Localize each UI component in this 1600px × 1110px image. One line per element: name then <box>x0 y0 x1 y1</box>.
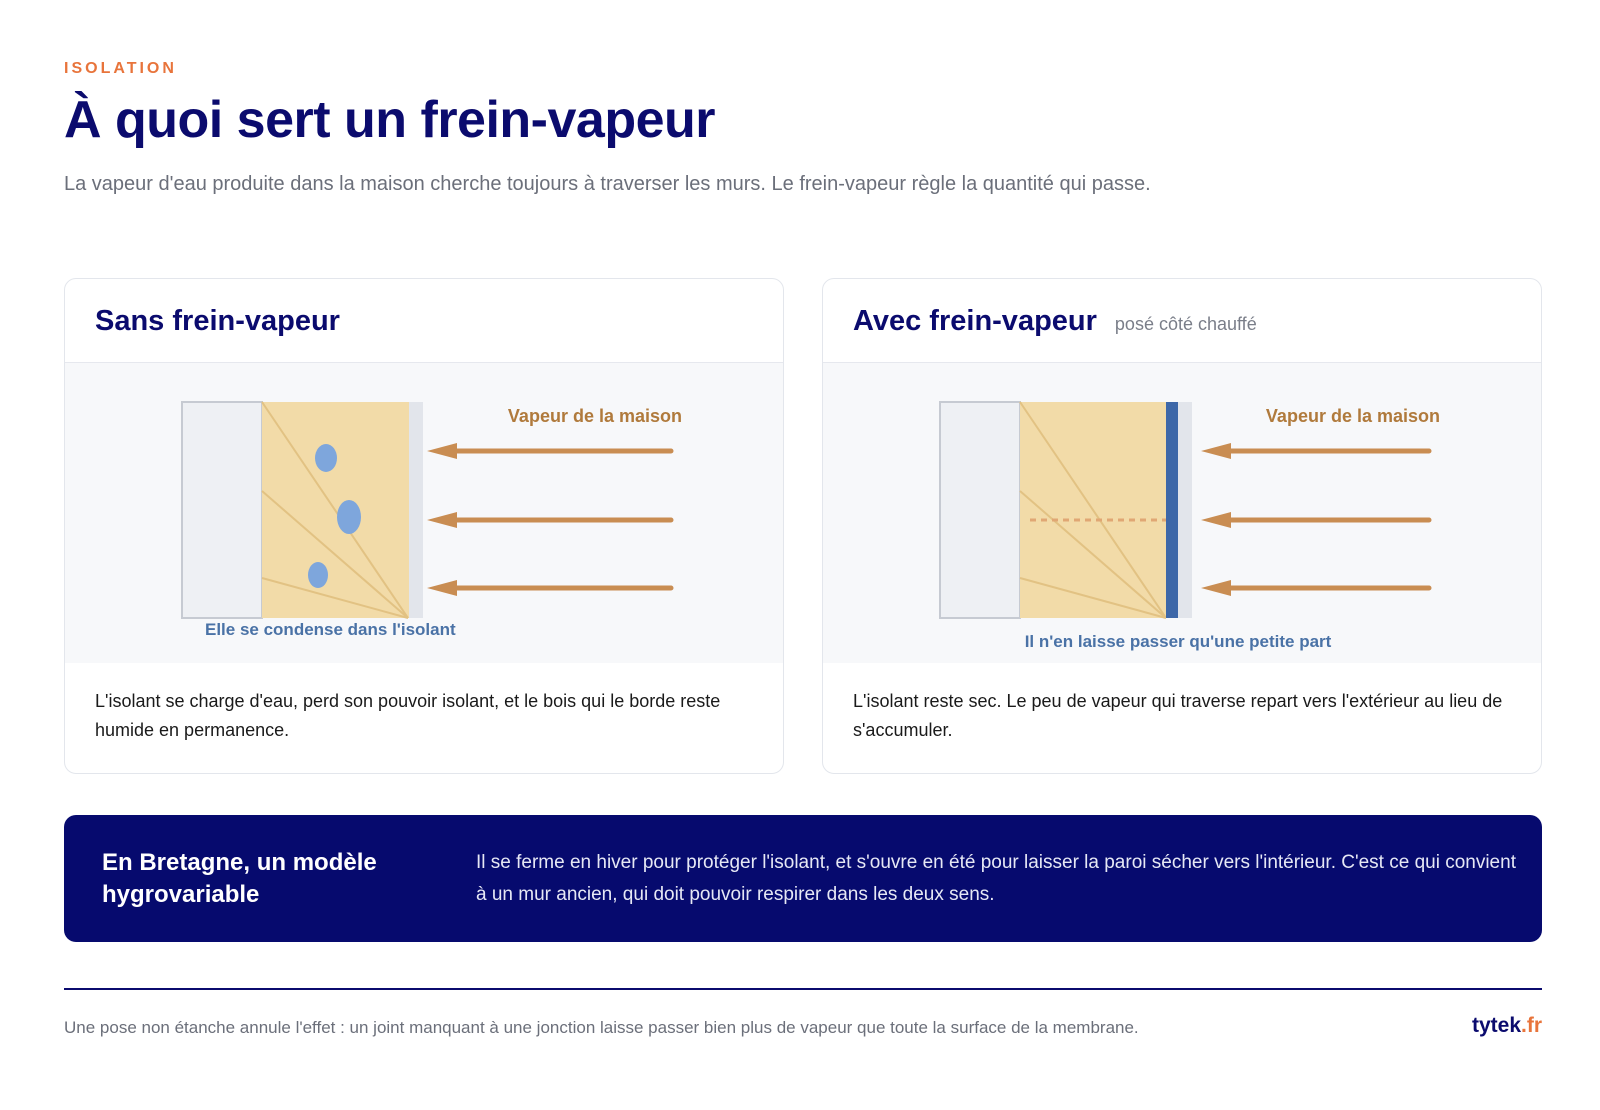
brand-tld: .fr <box>1521 1014 1542 1037</box>
condensation-droplet <box>308 562 328 588</box>
callout-title: En Bretagne, un modèle hygrovariable <box>102 849 377 908</box>
figure-caption: Elle se condense dans l'isolant <box>205 620 456 639</box>
card-description: L'isolant reste sec. Le peu de vapeur qui traverse repart vers l'extérieur au lieu de s'accumuler. <box>853 691 1503 740</box>
page-title: À quoi sert un frein-vapeur <box>64 91 716 149</box>
exterior-wall <box>940 402 1020 618</box>
brand-logo <box>1472 1014 1542 1038</box>
card-title: Sans frein-vapeur <box>95 305 340 337</box>
figure-caption: Il n'en laisse passer qu'une petite part <box>1024 632 1332 651</box>
page-lead: La vapeur d'eau produite dans la maison cherche toujours à traverser les murs. Le frein-vapeur règle la quantité qui passe. <box>64 173 1151 195</box>
condensation-droplet <box>337 500 361 534</box>
footer-divider <box>64 988 1542 990</box>
brittany-callout <box>64 815 1542 942</box>
vapor-label: Vapeur de la maison <box>1265 406 1440 426</box>
condensation-droplet <box>315 444 337 472</box>
diagram-without-barrier <box>65 363 784 663</box>
card-without-vapor-barrier <box>64 278 784 774</box>
card-header <box>823 279 1541 363</box>
exterior-wall <box>182 402 262 618</box>
vapor-arrows <box>1201 443 1429 596</box>
vapor-label: Vapeur de la maison <box>507 406 682 426</box>
card-with-vapor-barrier <box>822 278 1542 774</box>
footer-note: Une pose non étanche annule l'effet : un joint manquant à une jonction laisse passer bien plus de vapeur que toute la surface de la membrane. <box>64 1018 1139 1037</box>
interior-lining <box>409 402 423 618</box>
callout-text: Il se ferme en hiver pour protéger l'isolant, et s'ouvre en été pour laisser la paroi sécher vers l'intérieur. C'est ce qui convient à un mur ancien, qui doit pouvoir respirer dans les deux sens. <box>476 852 1516 905</box>
card-title: Avec frein-vapeur <box>853 305 1097 337</box>
brand-name: tytek <box>1471 1014 1521 1037</box>
wall-diagram-svg <box>823 363 1542 663</box>
diagram-with-barrier <box>823 363 1542 663</box>
card-description: L'isolant se charge d'eau, perd son pouvoir isolant, et le bois qui le borde reste humide en permanence. <box>95 691 721 740</box>
vapor-barrier-membrane <box>1166 402 1178 618</box>
interior-lining <box>1178 402 1192 618</box>
vapor-arrows <box>427 443 671 596</box>
card-subtitle: posé côté chauffé <box>1114 314 1257 334</box>
eyebrow-category: ISOLATION <box>64 60 177 77</box>
card-header <box>65 279 783 363</box>
wall-diagram-svg <box>65 363 784 663</box>
